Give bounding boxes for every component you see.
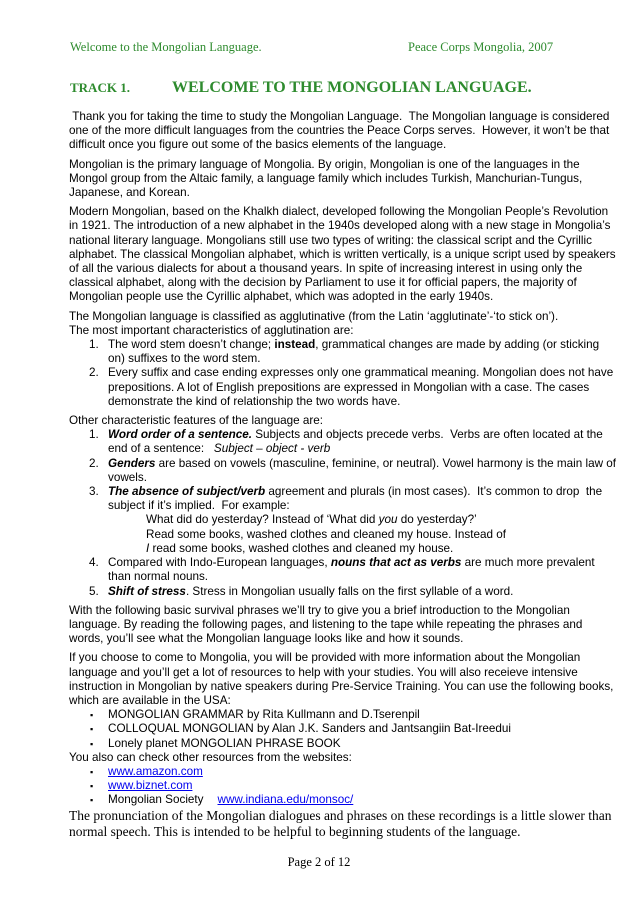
- indiana-monsoc-link[interactable]: www.indiana.edu/monsoc/: [217, 793, 354, 807]
- list-number: 1.: [89, 428, 99, 442]
- list-number: 4.: [89, 556, 99, 570]
- list-item: [69, 793, 617, 807]
- list-bold-text: Genders: [108, 456, 156, 470]
- book-title: COLLOQUAL MONGOLIAN by Alan J.K. Sanders and Jantsangiin Bat-Ireedui: [108, 722, 511, 736]
- list-number: 1.: [89, 338, 99, 352]
- book-list: [69, 708, 617, 751]
- resources-section: [69, 651, 617, 807]
- header-organization: Peace Corps Mongolia, 2007: [408, 40, 554, 54]
- agglutination-intro-1: The Mongolian language is classified as agglutinative (from the Latin ‘agglutinate’-‘to stick on’).: [69, 309, 559, 323]
- example-line: What did do yesterday? Instead of ‘What did you do yesterday?’: [146, 513, 477, 527]
- list-bold-text: Word order of a sentence.: [108, 428, 252, 442]
- list-bold-text: nouns that act as verbs: [330, 556, 462, 570]
- list-text: Subjects and objects precede verbs. Verbs are often located at the end of a sentence:: [108, 428, 607, 456]
- list-number: 2.: [89, 456, 99, 470]
- example-block: [108, 513, 617, 556]
- word-order-formula: Subject – object - verb: [213, 442, 331, 456]
- list-item: [69, 737, 617, 751]
- closing-paragraph: The pronunciation of the Mongolian dialogues and phrases on these recordings is a little slower than normal speech. This is intended to be helpful to beginning students of the language.: [69, 807, 612, 839]
- list-item: [69, 485, 617, 556]
- example-line: I read some books, washed clothes and cleaned my house.: [146, 541, 454, 555]
- list-item: [69, 366, 617, 409]
- origin-paragraph: Mongolian is the primary language of Mongolia. By origin, Mongolian is one of the languages in the Mongol group from the Altaic family, a language family which includes Turkish, Manchurian-Tungus, Japanese, and Korean.: [69, 157, 583, 200]
- list-text: The word stem doesn’t change;: [108, 338, 275, 352]
- body-text: [69, 110, 617, 845]
- bullet-icon: ▪: [90, 738, 94, 749]
- list-item: [69, 428, 617, 456]
- list-bold-text: The absence of subject/verb: [108, 485, 266, 499]
- features-section: [69, 414, 617, 599]
- intro-paragraph: Thank you for taking the time to study the Mongolian Language. The Mongolian language is considered one of the more difficult languages from the countries the Peace Corps serves. However, it won’t be that difficult once you figure out some of the basics elements of the language.: [69, 110, 613, 152]
- track-heading: [70, 79, 532, 97]
- bullet-icon: ▪: [90, 781, 94, 792]
- list-text: , grammatical changes are made by adding (or sticking on) suffixes to the word stem.: [108, 338, 600, 366]
- track-title: WELCOME TO THE MONGOLIAN LANGUAGE.: [172, 79, 532, 96]
- list-text: . Stress in Mongolian usually falls on the first syllable of a word.: [185, 584, 514, 598]
- list-item: [69, 708, 617, 722]
- amazon-link[interactable]: www.amazon.com: [108, 764, 203, 778]
- list-text: Every suffix and case ending expresses only one grammatical meaning. Mongolian does not have prepositions. A lot of English prepositions are expressed in Mongolian with a case. The cases demonstrate the kind of relationship the two words have.: [108, 366, 614, 408]
- list-text: are based on vowels (masculine, feminine, or neutral). Vowel harmony is the main law of vowels.: [108, 456, 616, 484]
- agglutination-section: [69, 310, 617, 409]
- features-intro: Other characteristic features of the language are:: [69, 414, 324, 428]
- list-text: are much more prevalent than normal nouns.: [108, 556, 595, 584]
- bullet-icon: ▪: [90, 795, 94, 806]
- list-item: [69, 722, 617, 736]
- websites-intro: You also can check other resources from the websites:: [69, 750, 352, 764]
- list-item: [69, 338, 617, 366]
- agglutination-intro-2: The most important characteristics of agglutination are:: [69, 323, 354, 337]
- track-number: TRACK 1.: [70, 80, 130, 95]
- agglutination-list: [69, 338, 617, 409]
- history-paragraph: Modern Mongolian, based on the Khalkh dialect, developed following the Mongolian People’s Revolution in 1921. The introduction of a new alphabet in the 1940s developed along with a new stage in Mongolia’s national literary language. Mongolians still use two types of writing: the classical script and the Cyrillic alphabet. The classical Mongolian alphabet, which is written vertically, is a unique script used by speakers of all the various dialects for about a thousand years. In spite of increasing interest in using only the classical alphabet, along with the decision by Parliament to use it for official papers, the majority of Mongolian people use the Cyrillic alphabet, which was adopted in the early 1940s.: [69, 205, 616, 304]
- page-number: Page 2 of 12: [287, 855, 351, 869]
- list-item: [69, 779, 617, 793]
- list-number: 2.: [89, 366, 99, 380]
- list-bold-text: instead: [274, 338, 316, 352]
- list-item: [69, 585, 617, 599]
- society-label: Mongolian Society: [108, 793, 204, 807]
- features-list: [69, 428, 617, 598]
- bullet-icon: ▪: [90, 724, 94, 735]
- list-text: Compared with Indo-European languages,: [108, 556, 331, 570]
- list-item: [69, 556, 617, 584]
- list-number: 3.: [89, 485, 99, 499]
- example-line: Read some books, washed clothes and cleaned my house. Instead of: [146, 527, 506, 541]
- book-title: Lonely planet MONGOLIAN PHRASE BOOK: [108, 736, 341, 750]
- resources-intro: If you choose to come to Mongolia, you will be provided with more information about the Mongolian language and you’ll get a lot of resources to help with your studies. You will also receieve intensive instruction in Mongolian by native speakers during Pre-Service Training. You can use the following books, which are available in the USA:: [69, 651, 614, 707]
- website-list: [69, 765, 617, 808]
- header-title: Welcome to the Mongolian Language.: [70, 40, 262, 54]
- list-bold-text: Shift of stress: [108, 584, 186, 598]
- list-item: [69, 765, 617, 779]
- list-text: agreement and plurals (in most cases). It’s common to drop the subject if it’s implied. For example:: [108, 485, 606, 513]
- list-number: 5.: [89, 584, 99, 598]
- biznet-link[interactable]: www.biznet.com: [108, 779, 193, 793]
- list-item: [69, 457, 617, 485]
- bullet-icon: ▪: [90, 710, 94, 721]
- book-title: MONGOLIAN GRAMMAR by Rita Kullmann and D.Tserenpil: [108, 708, 420, 722]
- bullet-icon: ▪: [90, 766, 94, 777]
- phrases-paragraph: With the following basic survival phrases we’ll try to give you a brief introduction to the Mongolian language. By reading the following pages, and listening to the tape while repeating the phrases and words, you’ll see what the Mongolian language looks like and how it sounds.: [69, 603, 583, 646]
